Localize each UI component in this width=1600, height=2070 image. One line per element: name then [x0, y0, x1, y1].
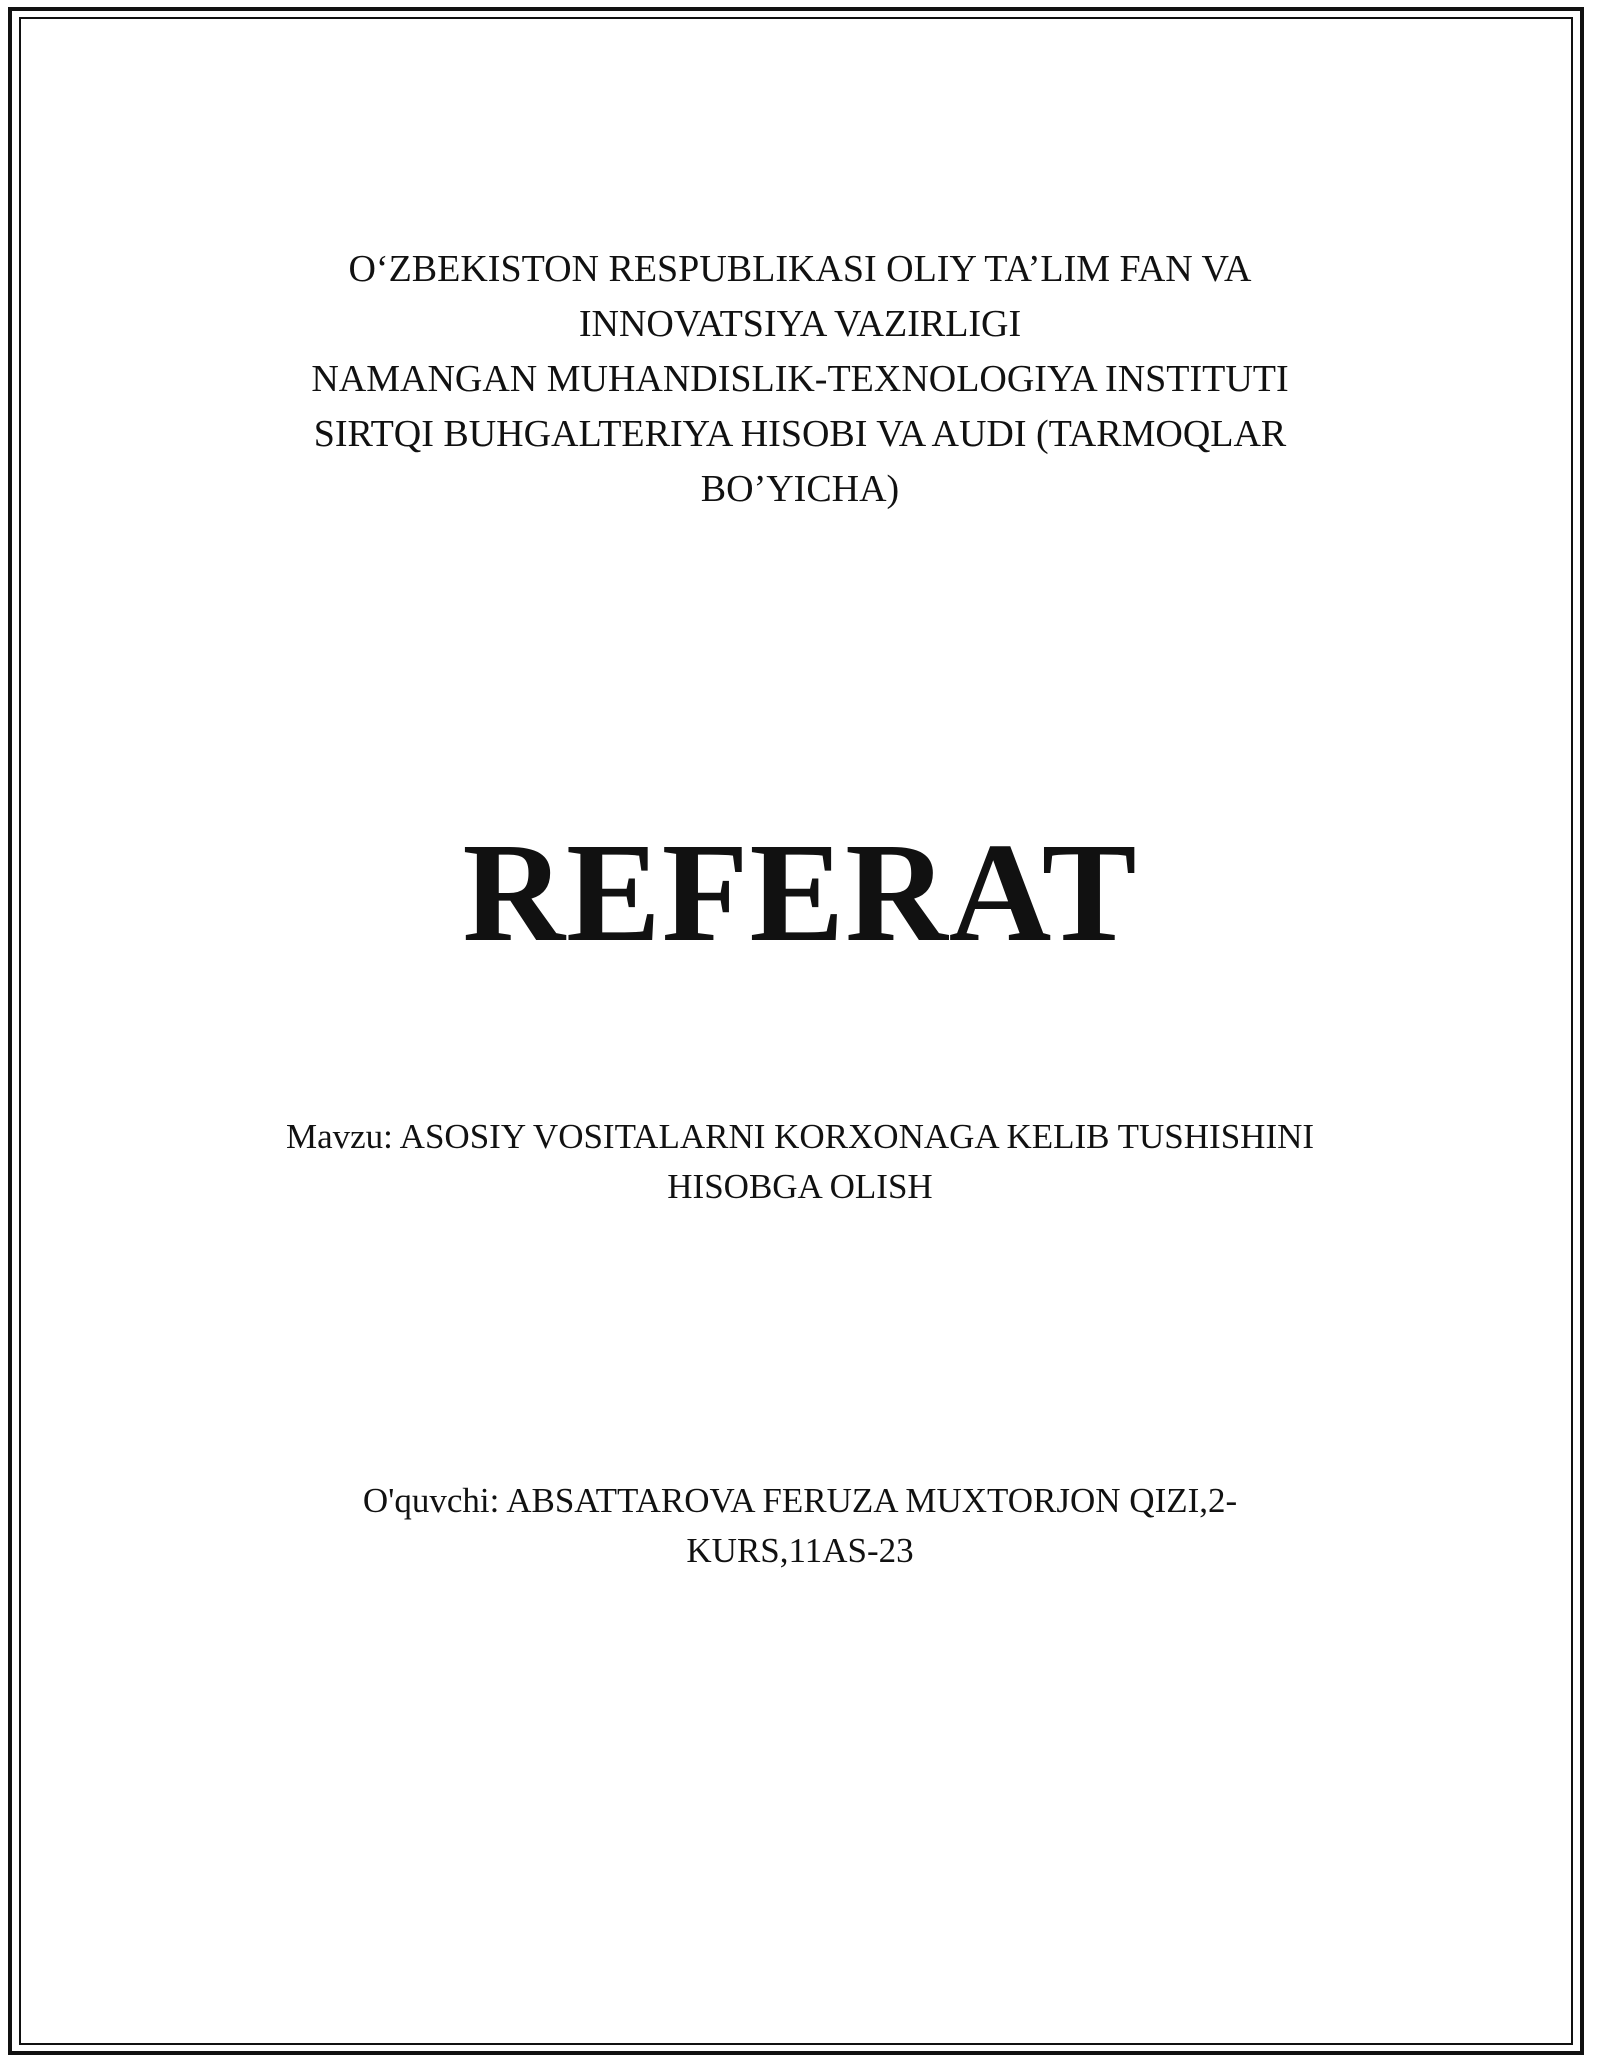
document-title: REFERAT: [462, 813, 1138, 971]
student-line: KURS,11AS-23: [686, 1531, 914, 1570]
header-line: INNOVATSIYA VAZIRLIGI: [578, 303, 1022, 345]
header-line: O‘ZBEKISTON RESPUBLIKASI OLIY TA’LIM FAN VA: [348, 248, 1252, 290]
header-line: SIRTQI BUHGALTERIYA HISOBI VA AUDI (TARMOQLAR: [313, 413, 1287, 455]
topic-line: Mavzu: ASOSIY VOSITALARNI KORXONAGA KELIB TUSHISHINI: [285, 1117, 1315, 1156]
header-line: BO’YICHA): [700, 468, 900, 510]
student-section: [150, 1476, 1450, 1576]
topic-line: HISOBGA OLISH: [667, 1167, 933, 1206]
topic-section: [150, 1112, 1450, 1212]
header-line: NAMANGAN MUHANDISLIK-TEXNOLOGIYA INSTITUTI: [311, 358, 1289, 400]
institution-header: [150, 242, 1450, 517]
student-line: O'quvchi: ABSATTAROVA FERUZA MUXTORJON QIZI,2-: [362, 1481, 1238, 1520]
